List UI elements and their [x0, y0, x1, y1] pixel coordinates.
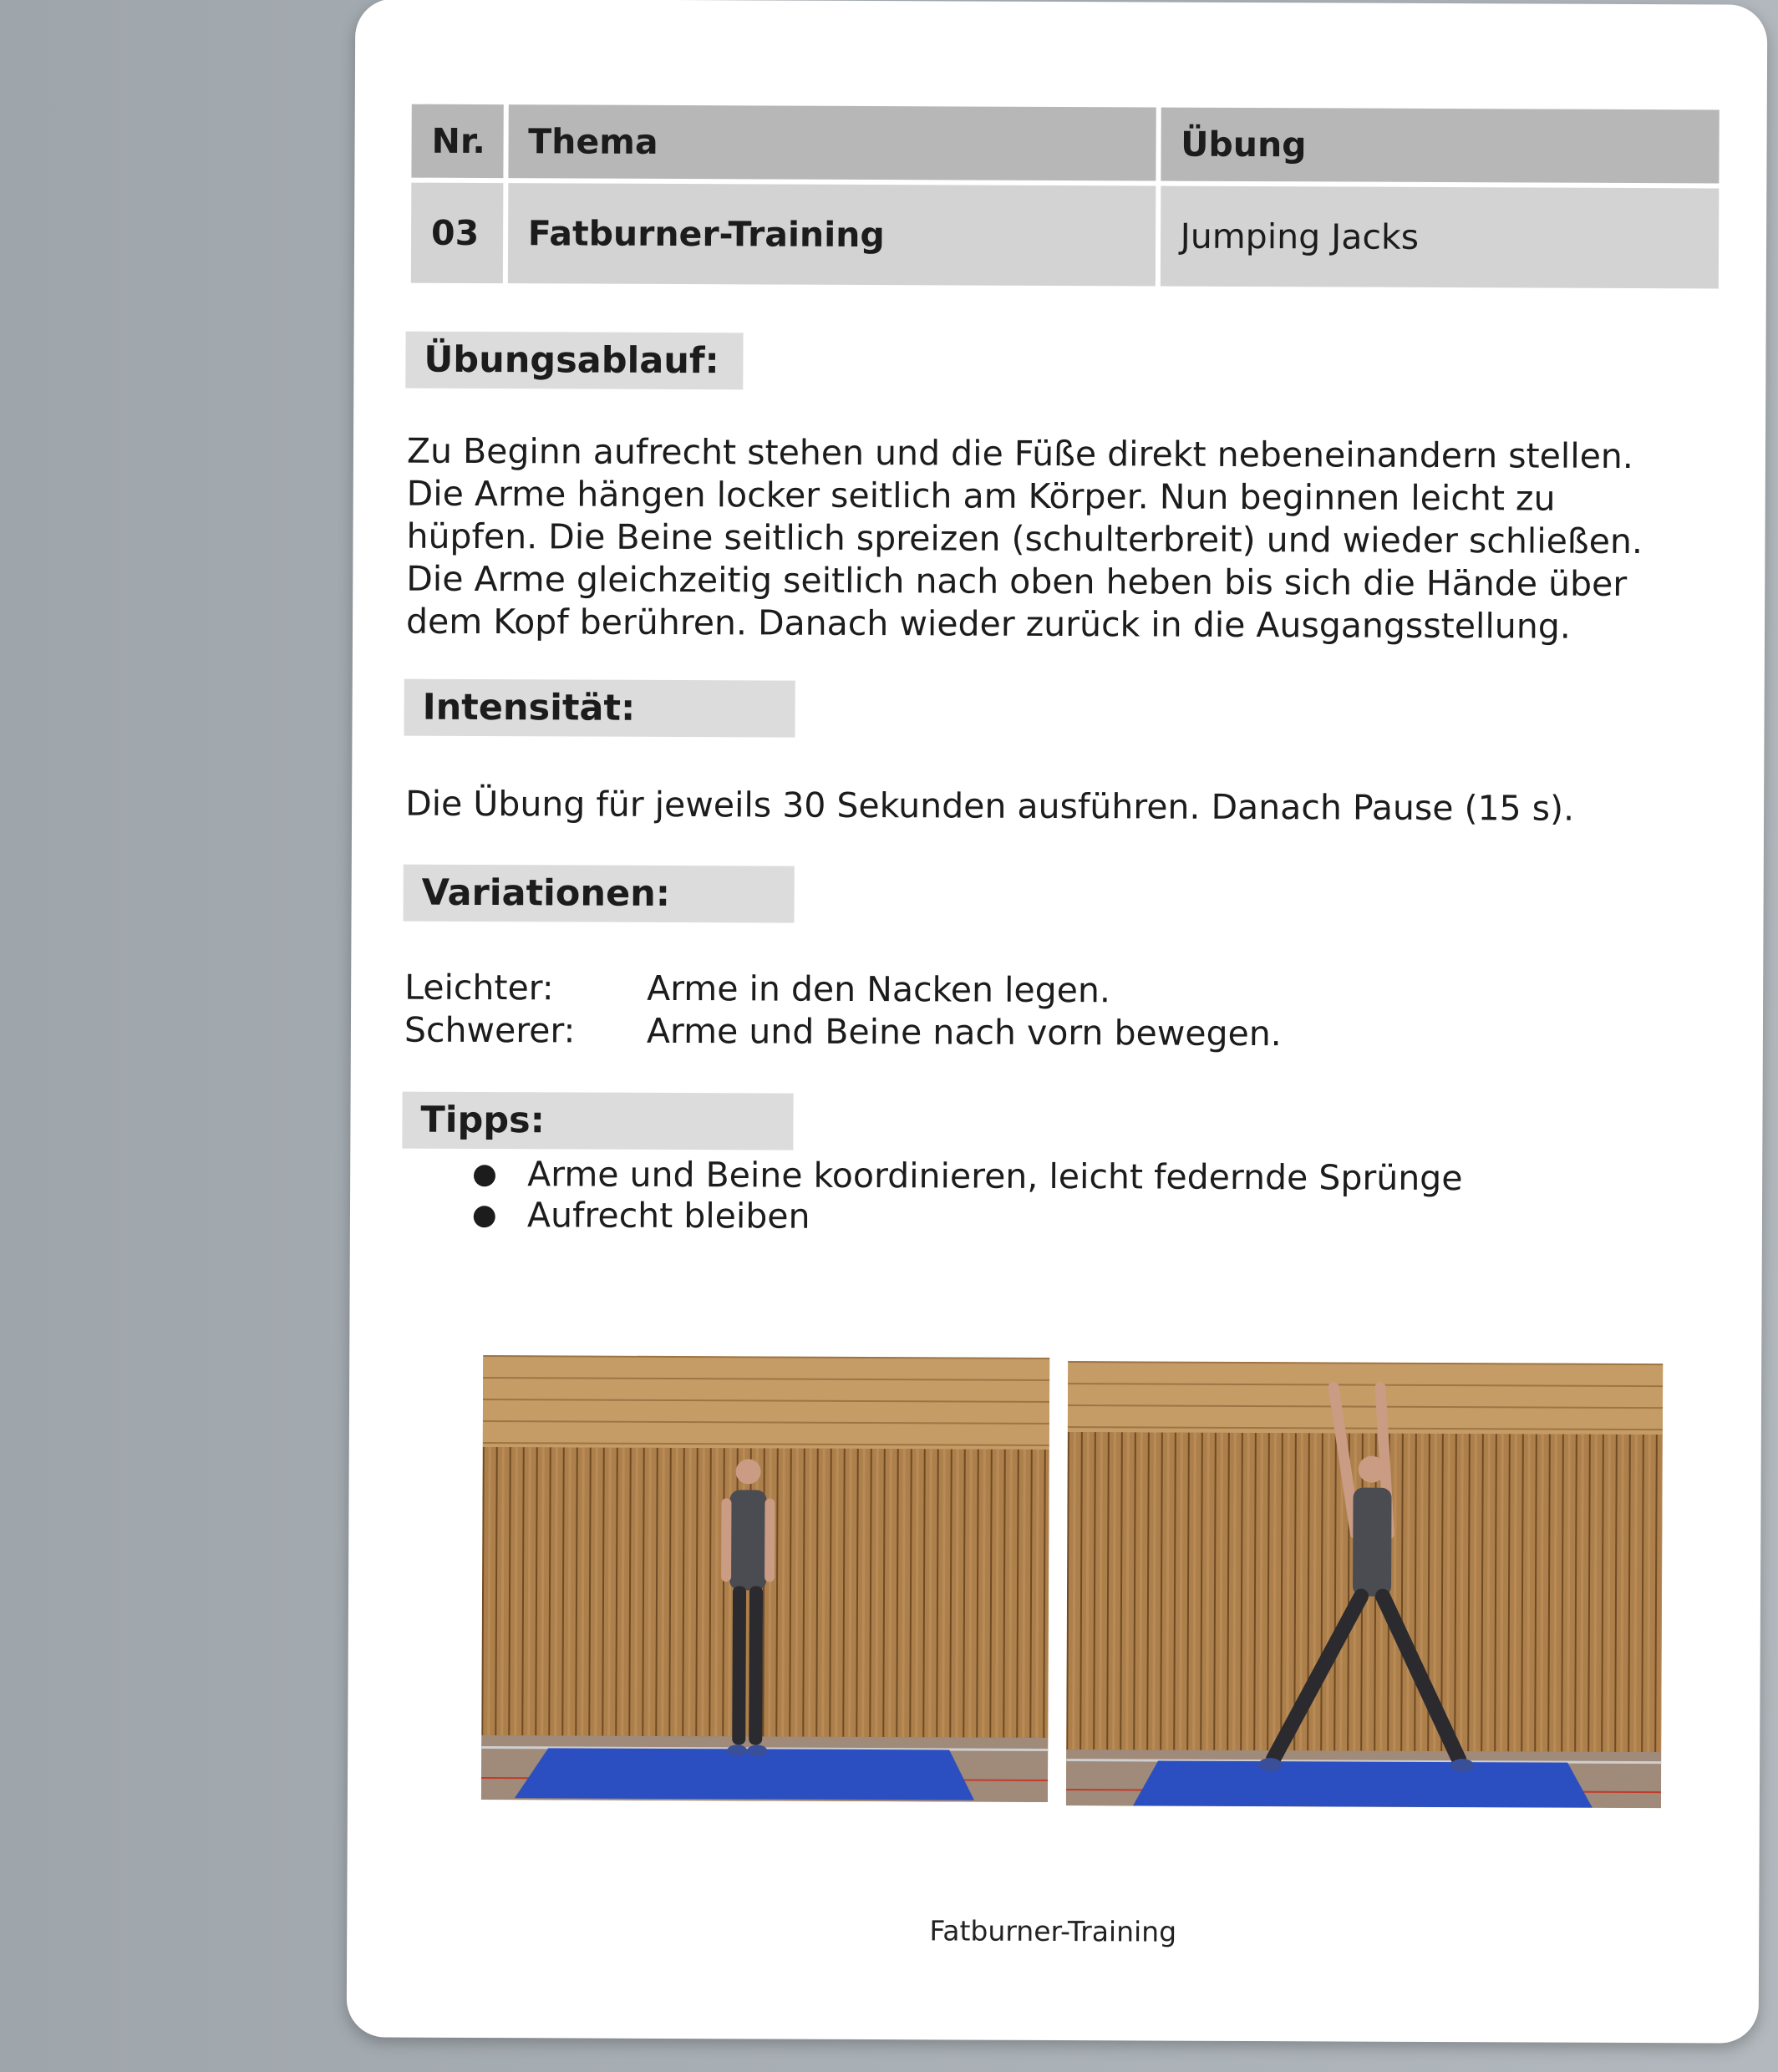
jump-position-photo [1066, 1361, 1663, 1808]
variation-row [404, 1009, 1708, 1058]
exercise-topic: Fatburner-Training [508, 183, 1156, 286]
variation-value: Arme und Beine nach vorn bewegen. [646, 1010, 1282, 1054]
tipp-text: Aufrecht bleiben [526, 1195, 810, 1237]
ablauf-line: hüpfen. Die Beine seitlich spreizen (schulterbreit) und wieder schließen. [406, 515, 1643, 562]
list-item [434, 1195, 1463, 1240]
start-position-photo [481, 1355, 1049, 1802]
exercise-number: 03 [411, 183, 503, 283]
bullet-icon: ● [471, 1197, 497, 1232]
header-nr-label: Nr. [411, 104, 503, 178]
tipps-list [434, 1154, 1463, 1240]
ablauf-line: Zu Beginn aufrecht stehen und die Füße direkt nebeneinandern stellen. [406, 430, 1633, 477]
exercise-name: Jumping Jacks [1160, 186, 1719, 289]
variation-value: Arme in den Nacken legen. [647, 967, 1111, 1011]
bullet-icon: ● [472, 1156, 497, 1191]
ablauf-line: Die Arme gleichzeitig seitlich nach oben heben bis sich die Hände über [406, 558, 1628, 604]
header-uebung-label: Übung [1161, 108, 1720, 184]
section-title-variationen: Variationen: [404, 865, 795, 923]
section-title-ablauf: Übungsablauf: [405, 332, 743, 390]
section-title-tipps: Tipps: [402, 1092, 793, 1150]
exercise-header-table [411, 104, 1720, 289]
variation-row [404, 967, 1708, 1015]
ablauf-text [406, 430, 1710, 649]
page-footer: Fatburner-Training [929, 1914, 1177, 1948]
ablauf-line: Die Arme hängen locker seitlich am Körper. Nun beginnen leicht zu [406, 473, 1556, 519]
tipp-text: Arme und Beine koordinieren, leicht federnde Sprünge [527, 1154, 1463, 1199]
list-item [434, 1154, 1463, 1199]
ablauf-line: dem Kopf berühren. Danach wieder zurück in die Ausgangsstellung. [405, 601, 1571, 647]
variation-key: Leichter: [404, 967, 554, 1008]
intensitaet-text: Die Übung für jeweils 30 Sekunden ausführen. Danach Pause (15 s). [405, 783, 1575, 829]
variation-key: Schwerer: [404, 1009, 576, 1051]
exercise-card [347, 0, 1768, 2044]
variationen-list [404, 967, 1708, 1058]
section-title-intensitaet: Intensität: [404, 679, 795, 738]
header-thema-label: Thema [508, 104, 1156, 180]
